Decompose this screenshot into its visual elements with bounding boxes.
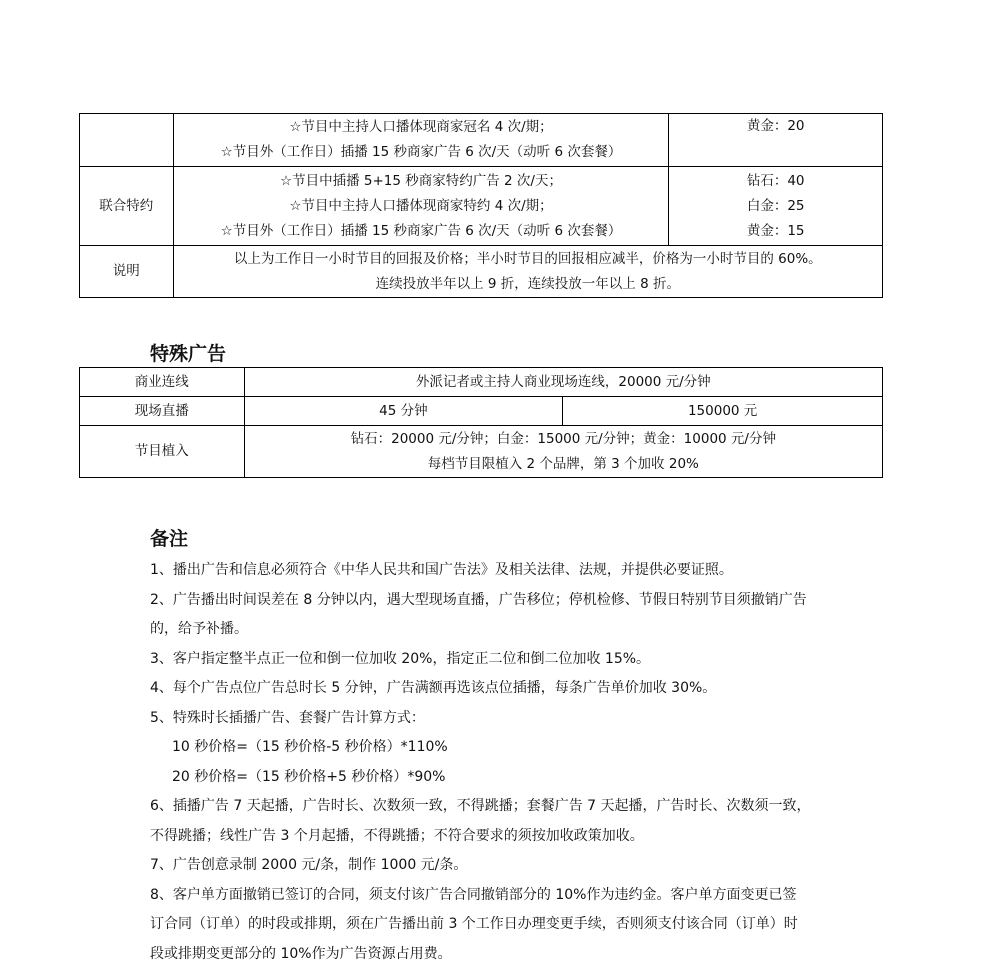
- row-content: 外派记者或主持人商业现场连线，20000 元/分钟: [244, 368, 882, 397]
- content-line: 钻石：20000 元/分钟；白金：15000 元/分钟；黄金：10000 元/分钟: [350, 430, 776, 447]
- remark-line: 5、特殊时长插播广告、套餐广告计算方式：: [150, 709, 425, 726]
- remark-line: 订合同（订单）的时段或排期，须在广告播出前 3 个工作日办理变更手续，否则须支付该合同（订单）时: [150, 916, 798, 932]
- table-row: [80, 246, 883, 298]
- price-line: 黄金：15: [746, 222, 805, 239]
- package-table: [79, 113, 883, 298]
- table-row: [80, 114, 883, 167]
- remark-line: 6、插播广告 7 天起播，广告时长、次数须一致，不得跳播；套餐广告 7 天起播，广告时长、次数须一致，: [150, 798, 811, 814]
- remark-line: 2、广告播出时间误差在 8 分钟以内，遇大型现场直播，广告移位；停机检修、节假日特别节目须撤销广告: [150, 591, 807, 608]
- table-row: [80, 397, 883, 426]
- remark-line: 8、客户单方面撤销已签订的合同，须支付该广告合同撤销部分的 10%作为违约金。客户单方面变更已签: [150, 886, 797, 903]
- remark-line: 1、播出广告和信息必须符合《中华人民共和国广告法》及相关法律、法规，并提供必要证照。: [150, 562, 733, 578]
- content-line: ☆节目中插播 5+15 秒商家特约广告 2 次/天；: [279, 172, 562, 189]
- remark-line: 的，给予补播。: [150, 621, 248, 637]
- remark-line: 段或排期变更部分的 10%作为广告资源占用费。: [150, 945, 452, 962]
- content-line: 连续投放半年以上 9 折，连续投放一年以上 8 折。: [375, 275, 680, 292]
- table-row: [80, 426, 883, 478]
- row-label: [80, 114, 174, 167]
- content-line: 以上为工作日一小时节目的回报及价格；半小时节目的回报相应减半，价格为一小时节目的 60%。: [233, 250, 822, 267]
- remark-line: 7、广告创意录制 2000 元/条，制作 1000 元/条。: [150, 857, 468, 873]
- content-line: ☆节目中主持人口播体现商家特约 4 次/期；: [289, 197, 553, 214]
- row-content: [244, 426, 882, 478]
- row-price: [669, 114, 883, 167]
- row-content: [173, 114, 669, 167]
- content-line: ☆节目外（工作日）插播 15 秒商家广告 6 次/天（动听 6 次套餐）: [220, 144, 622, 160]
- price-line: 白金：25: [746, 197, 805, 214]
- section-heading: 备注: [150, 528, 189, 550]
- special-ads-table: [79, 367, 883, 478]
- row-duration: 45 分钟: [244, 397, 563, 426]
- section-heading: 特殊广告: [150, 343, 227, 365]
- row-price: 150000 元: [563, 397, 883, 426]
- table-row: [80, 368, 883, 397]
- remark-line: 3、客户指定整半点正一位和倒一位加收 20%，指定正二位和倒二位加收 15%。: [150, 650, 651, 667]
- remarks-list: [150, 556, 870, 969]
- remark-line: 不得跳播；线性广告 3 个月起播，不得跳播；不符合要求的须按加收政策加收。: [150, 827, 644, 844]
- row-price: [669, 167, 883, 246]
- content-line: ☆节目外（工作日）插播 15 秒商家广告 6 次/天（动听 6 次套餐）: [220, 222, 622, 239]
- row-label: 说明: [80, 246, 174, 298]
- table-row: [80, 167, 883, 246]
- row-label: 现场直播: [80, 397, 245, 426]
- row-content: [173, 167, 669, 246]
- price-line: 钻石：40: [746, 172, 805, 189]
- remark-line: 10 秒价格=（15 秒价格-5 秒价格）*110%: [172, 739, 448, 755]
- price-line: 黄金：20: [746, 118, 805, 134]
- content-line: ☆节目中主持人口播体现商家冠名 4 次/期；: [289, 119, 553, 135]
- row-content: [173, 246, 882, 298]
- remark-line: 4、每个广告点位广告总时长 5 分钟，广告满额再选该点位插播，每条广告单价加收 30%。: [150, 680, 717, 696]
- remark-line: 20 秒价格=（15 秒价格+5 秒价格）*90%: [172, 768, 446, 785]
- row-label: 节目植入: [80, 426, 245, 478]
- content-line: 每档节目限植入 2 个品牌，第 3 个加收 20%: [427, 455, 699, 472]
- row-label: 商业连线: [80, 368, 245, 397]
- row-label: 联合特约: [80, 167, 174, 246]
